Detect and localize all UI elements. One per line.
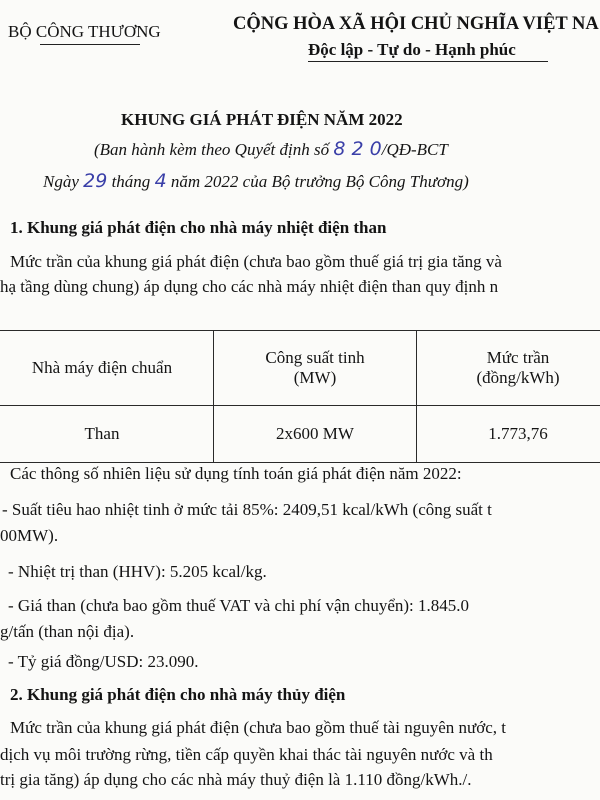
issued-by-line <box>94 138 448 160</box>
date-suffix: năm 2022 của Bộ trưởng Bộ Công Thương) <box>170 172 469 191</box>
header-ceiling-line-1: Mức trần <box>486 348 550 367</box>
issued-prefix: (Ban hành kèm theo Quyết định số <box>94 140 330 159</box>
issued-suffix: /QĐ-BCT <box>381 140 448 159</box>
cell-plant: Than <box>0 406 214 463</box>
section-2-heading: 2. Khung giá phát điện cho nhà máy thủy điện <box>10 685 346 704</box>
national-motto: Độc lập - Tự do - Hạnh phúc <box>308 40 516 59</box>
section-2-paragraph-line-3: trị gia tăng) áp dụng cho các nhà máy thuỷ điện là 1.110 đồng/kWh./. <box>0 770 472 789</box>
month-handwritten: 4 <box>154 170 167 192</box>
header-ceiling-line-2: (đồng/kWh) <box>476 368 560 387</box>
header-capacity-line-2: (MW) <box>293 368 337 387</box>
republic-name: CỘNG HÒA XÃ HỘI CHỦ NGHĨA VIỆT NA <box>233 14 599 34</box>
section-2-paragraph-line-1: Mức trần của khung giá phát điện (chưa bao gồm thuế tài nguyên nước, t <box>10 718 506 737</box>
ministry-underline <box>40 44 140 45</box>
coal-hhv-line: - Nhiệt trị than (HHV): 5.205 kcal/kg. <box>8 562 267 581</box>
header-plant: Nhà máy điện chuẩn <box>0 331 214 406</box>
section-2-paragraph-line-2: dịch vụ môi trường rừng, tiền cấp quyền khai thác tài nguyên nước và th <box>0 745 493 764</box>
exchange-rate-line: - Tỷ giá đồng/USD: 23.090. <box>8 652 199 671</box>
document-title: KHUNG GIÁ PHÁT ĐIỆN NĂM 2022 <box>121 110 403 129</box>
fuel-parameters-intro: Các thông số nhiên liệu sử dụng tính toán giá phát điện năm 2022: <box>10 464 462 483</box>
ministry-name: BỘ CÔNG THƯƠNG <box>8 22 161 41</box>
month-word: tháng <box>111 172 151 191</box>
cell-ceiling: 1.773,76 <box>417 406 600 463</box>
header-capacity-line-1: Công suất tinh <box>265 348 365 367</box>
decision-number-handwritten: 8 2 0 <box>333 138 382 160</box>
section-1-heading: 1. Khung giá phát điện cho nhà máy nhiệt điện than <box>10 218 387 237</box>
header-capacity <box>214 331 417 406</box>
date-prefix: Ngày <box>43 172 79 191</box>
day-handwritten: 29 <box>83 170 108 192</box>
coal-price-line-2: g/tấn (than nội địa). <box>0 622 135 641</box>
header-ceiling <box>417 331 600 406</box>
section-1-paragraph-line-2: hạ tầng dùng chung) áp dụng cho các nhà máy nhiệt điện than quy định n <box>0 277 499 296</box>
coal-price-line-1: - Giá than (chưa bao gồm thuế VAT và chi phí vận chuyển): 1.845.0 <box>8 596 470 615</box>
price-ceiling-table <box>0 330 600 463</box>
table-header-row <box>0 331 600 406</box>
table-row <box>0 406 600 463</box>
cell-capacity: 2x600 MW <box>214 406 417 463</box>
motto-underline <box>308 61 548 62</box>
heat-rate-line-1: - Suất tiêu hao nhiệt tinh ở mức tải 85%: 2409,51 kcal/kWh (công suất t <box>2 500 492 519</box>
section-1-paragraph-line-1: Mức trần của khung giá phát điện (chưa bao gồm thuế giá trị gia tăng và <box>10 252 502 271</box>
issue-date-line <box>43 170 469 192</box>
heat-rate-line-2: 00MW). <box>0 526 59 545</box>
